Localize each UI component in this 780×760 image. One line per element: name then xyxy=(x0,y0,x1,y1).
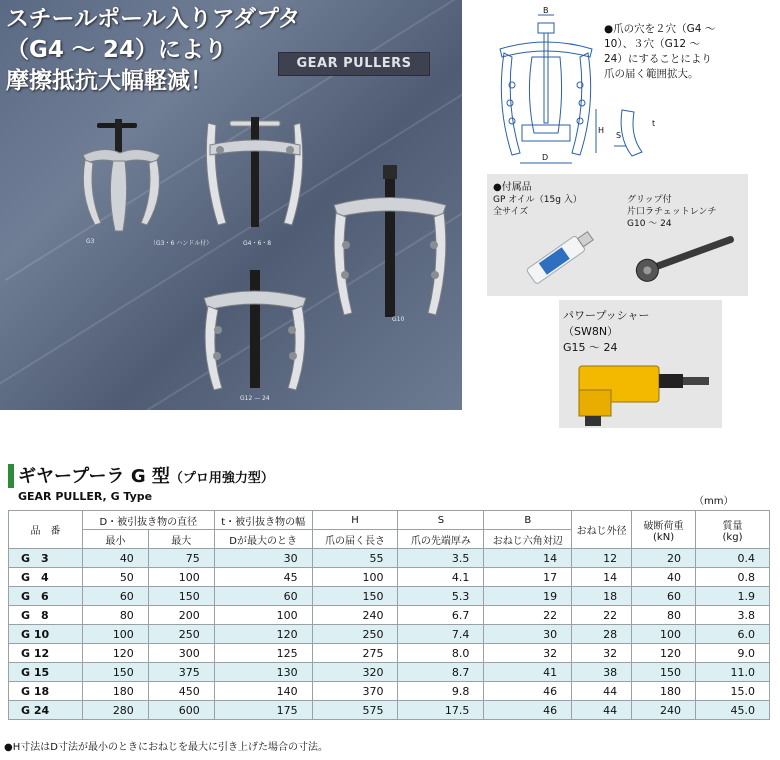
oil-description xyxy=(493,194,582,218)
value-cell: 12 xyxy=(572,549,632,568)
model-cell: G 10 xyxy=(9,625,83,644)
value-cell: 100 xyxy=(214,606,312,625)
wrench-line: 片口ラチェットレンチ xyxy=(627,207,717,217)
section-title xyxy=(18,462,274,488)
value-cell: 370 xyxy=(312,682,398,701)
note-line: 24）にすることにより xyxy=(604,53,712,65)
value-cell: 600 xyxy=(148,701,214,720)
accessories-title: ●付属品 xyxy=(493,182,532,193)
value-cell: 120 xyxy=(632,644,696,663)
value-cell: 80 xyxy=(82,606,148,625)
value-cell: 130 xyxy=(214,663,312,682)
model-cell: G 6 xyxy=(9,587,83,606)
table-row xyxy=(9,682,770,701)
value-cell: 320 xyxy=(312,663,398,682)
value-cell: 60 xyxy=(632,587,696,606)
value-cell: 14 xyxy=(572,568,632,587)
header-load xyxy=(632,511,696,549)
dim-label-b: B xyxy=(543,6,549,15)
value-cell: 32 xyxy=(484,644,572,663)
value-cell: 9.8 xyxy=(398,682,484,701)
value-cell: 100 xyxy=(82,625,148,644)
table-row xyxy=(9,625,770,644)
value-cell: 60 xyxy=(82,587,148,606)
table-row xyxy=(9,549,770,568)
pusher-description xyxy=(563,308,649,356)
value-cell: 250 xyxy=(148,625,214,644)
value-cell: 240 xyxy=(312,606,398,625)
value-cell: 32 xyxy=(572,644,632,663)
pusher-line: パワープッシャー xyxy=(563,309,650,322)
value-cell: 1.9 xyxy=(696,587,770,606)
value-cell: 75 xyxy=(148,549,214,568)
value-cell: 15.0 xyxy=(696,682,770,701)
puller-g1224-image xyxy=(200,270,310,395)
value-cell: 140 xyxy=(214,682,312,701)
caption-g10: G10 xyxy=(392,316,405,323)
oil-line: 全サイズ xyxy=(493,207,529,217)
puller-g3-image xyxy=(75,115,170,240)
power-pusher-panel xyxy=(559,300,722,428)
value-cell: 17 xyxy=(484,568,572,587)
value-cell: 44 xyxy=(572,682,632,701)
header-model: 品 番 xyxy=(9,511,83,549)
value-cell: 11.0 xyxy=(696,663,770,682)
value-cell: 3.5 xyxy=(398,549,484,568)
subheader-min: 最小 xyxy=(82,530,148,549)
value-cell: 50 xyxy=(82,568,148,587)
dimension-diagram xyxy=(492,5,605,175)
value-cell: 19 xyxy=(484,587,572,606)
hero-title-line: スチールポール入りアダプタ xyxy=(6,6,301,32)
pusher-line: G15 ～ 24 xyxy=(563,341,618,354)
table-row xyxy=(9,644,770,663)
header-s: S xyxy=(398,511,484,530)
ratchet-wrench-image xyxy=(627,232,742,282)
value-cell: 150 xyxy=(82,663,148,682)
note-line: 爪の届く範囲拡大。 xyxy=(604,68,699,80)
model-cell: G 12 xyxy=(9,644,83,663)
value-cell: 55 xyxy=(312,549,398,568)
accessories-panel xyxy=(487,174,748,296)
caption-g1224: G12 — 24 xyxy=(240,395,270,402)
spec-table xyxy=(8,510,770,720)
wrench-line: G10 ～ 24 xyxy=(627,219,672,229)
value-cell: 3.8 xyxy=(696,606,770,625)
power-pusher-image xyxy=(571,360,721,430)
value-cell: 100 xyxy=(312,568,398,587)
header-b: B xyxy=(484,511,572,530)
table-row xyxy=(9,606,770,625)
oil-tube-image xyxy=(515,222,605,292)
section-title-text: ギヤープーラ G 型 xyxy=(18,466,170,487)
value-cell: 275 xyxy=(312,644,398,663)
value-cell: 150 xyxy=(148,587,214,606)
table-row xyxy=(9,568,770,587)
value-cell: 18 xyxy=(572,587,632,606)
table-row xyxy=(9,663,770,682)
value-cell: 6.0 xyxy=(696,625,770,644)
dim-label-s: S xyxy=(616,131,622,140)
model-cell: G 18 xyxy=(9,682,83,701)
value-cell: 100 xyxy=(632,625,696,644)
value-cell: 6.7 xyxy=(398,606,484,625)
value-cell: 44 xyxy=(572,701,632,720)
value-cell: 4.1 xyxy=(398,568,484,587)
table-row xyxy=(9,587,770,606)
puller-g468-image xyxy=(200,115,310,240)
subheader-s: 爪の先端厚み xyxy=(398,530,484,549)
table-row xyxy=(9,701,770,720)
value-cell: 46 xyxy=(484,701,572,720)
subheader-max: 最大 xyxy=(148,530,214,549)
value-cell: 0.8 xyxy=(696,568,770,587)
hero-title xyxy=(6,4,300,97)
value-cell: 175 xyxy=(214,701,312,720)
value-cell: 100 xyxy=(148,568,214,587)
value-cell: 280 xyxy=(82,701,148,720)
value-cell: 300 xyxy=(148,644,214,663)
section-english-title: GEAR PULLER, G Type xyxy=(18,490,153,503)
header-h: H xyxy=(312,511,398,530)
hero-title-line: （G4 ～ 24）により xyxy=(6,37,227,63)
dim-label-d: D xyxy=(542,153,549,162)
oil-line: GP オイル（15g 入） xyxy=(493,195,582,205)
value-cell: 45 xyxy=(214,568,312,587)
dim-label-t: t xyxy=(652,119,656,128)
header-screw: おねじ外径 xyxy=(572,511,632,549)
spec-table-body xyxy=(9,549,770,720)
value-cell: 250 xyxy=(312,625,398,644)
caption-g468: G4・6・8 xyxy=(243,240,272,247)
pusher-line: （SW8N） xyxy=(563,325,619,338)
dim-label-h: H xyxy=(598,126,605,135)
note-line: ●爪の穴を２穴（G4 ～ xyxy=(604,23,716,35)
model-cell: G 24 xyxy=(9,701,83,720)
value-cell: 120 xyxy=(82,644,148,663)
value-cell: 28 xyxy=(572,625,632,644)
value-cell: 22 xyxy=(572,606,632,625)
value-cell: 22 xyxy=(484,606,572,625)
value-cell: 7.4 xyxy=(398,625,484,644)
value-cell: 17.5 xyxy=(398,701,484,720)
header-load-text: 破断荷重 xyxy=(643,520,684,532)
model-cell: G 8 xyxy=(9,606,83,625)
value-cell: 40 xyxy=(632,568,696,587)
value-cell: 14 xyxy=(484,549,572,568)
note-line: 10）、３穴（G12 ～ xyxy=(604,38,700,50)
claw-detail-diagram xyxy=(612,108,664,160)
section-accent-bar xyxy=(8,464,14,488)
caption-g3: G3 xyxy=(86,238,95,245)
value-cell: 375 xyxy=(148,663,214,682)
header-t: t・被引抜き物の幅 xyxy=(214,511,312,530)
claw-hole-note xyxy=(604,22,724,82)
value-cell: 180 xyxy=(82,682,148,701)
value-cell: 9.0 xyxy=(696,644,770,663)
wrench-line: グリップ付 xyxy=(627,195,672,205)
caption-g3-handle: （G3・6 ハンドル付） xyxy=(150,240,213,247)
value-cell: 150 xyxy=(312,587,398,606)
value-cell: 30 xyxy=(214,549,312,568)
model-cell: G 3 xyxy=(9,549,83,568)
value-cell: 5.3 xyxy=(398,587,484,606)
value-cell: 120 xyxy=(214,625,312,644)
subheader-b: おねじ六角対辺 xyxy=(484,530,572,549)
value-cell: 8.7 xyxy=(398,663,484,682)
value-cell: 200 xyxy=(148,606,214,625)
header-weight xyxy=(696,511,770,549)
value-cell: 38 xyxy=(572,663,632,682)
product-hero xyxy=(0,0,462,410)
unit-label: （mm） xyxy=(694,496,734,507)
value-cell: 30 xyxy=(484,625,572,644)
value-cell: 40 xyxy=(82,549,148,568)
value-cell: 80 xyxy=(632,606,696,625)
puller-g10-image xyxy=(330,165,450,320)
value-cell: 575 xyxy=(312,701,398,720)
gear-pullers-badge: GEAR PULLERS xyxy=(278,52,430,76)
value-cell: 20 xyxy=(632,549,696,568)
subheader-h: 爪の届く長さ xyxy=(312,530,398,549)
wrench-description xyxy=(627,194,717,230)
header-load-unit: (kN) xyxy=(653,531,675,543)
hero-title-line: 摩擦抵抗大幅軽減！ xyxy=(6,68,213,94)
model-cell: G 4 xyxy=(9,568,83,587)
value-cell: 45.0 xyxy=(696,701,770,720)
value-cell: 8.0 xyxy=(398,644,484,663)
model-cell: G 15 xyxy=(9,663,83,682)
value-cell: 0.4 xyxy=(696,549,770,568)
value-cell: 60 xyxy=(214,587,312,606)
value-cell: 41 xyxy=(484,663,572,682)
value-cell: 125 xyxy=(214,644,312,663)
header-weight-text: 質量 xyxy=(722,520,743,532)
value-cell: 46 xyxy=(484,682,572,701)
section-subtitle: （プロ用強力型） xyxy=(169,471,274,486)
value-cell: 180 xyxy=(632,682,696,701)
header-weight-unit: (kg) xyxy=(722,531,743,543)
header-d: D・被引抜き物の直径 xyxy=(82,511,214,530)
subheader-t: Dが最大のとき xyxy=(214,530,312,549)
value-cell: 240 xyxy=(632,701,696,720)
value-cell: 450 xyxy=(148,682,214,701)
footnote: ●H寸法はD寸法が最小のときにおねじを最大に引き上げた場合の寸法。 xyxy=(4,742,328,753)
value-cell: 150 xyxy=(632,663,696,682)
